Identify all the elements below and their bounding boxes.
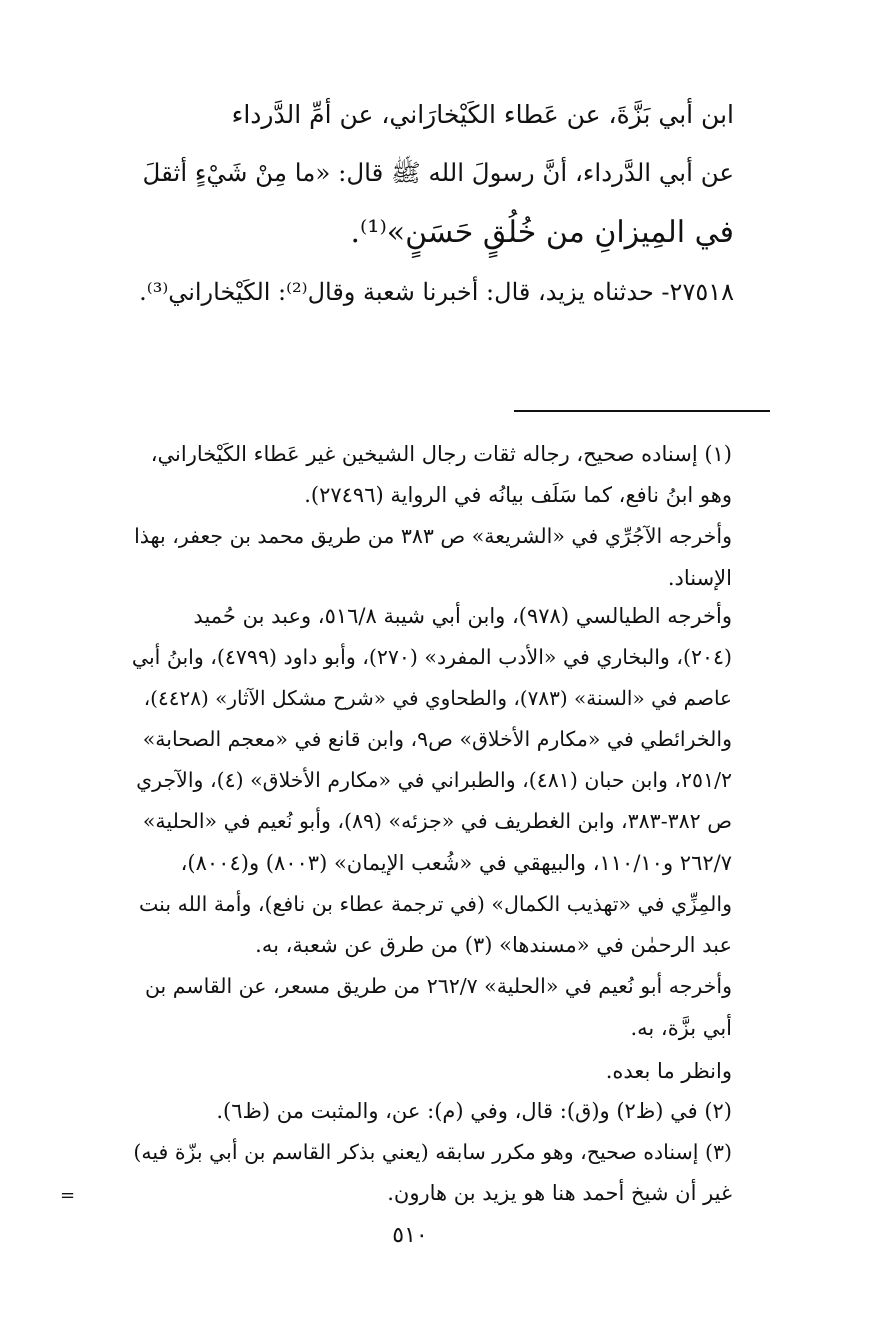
footnote-line: عبد الرحمٰن في «مسندها» (٣) من طرق عن شعبة، به. [255,933,732,957]
footnote-line: عاصم في «السنة» (٧٨٣)، والطحاوي في «شرح مشكل الآثار» (٤٤٢٨)، [143,686,732,710]
footnote-line: ص ٣٨٢-٣٨٣، وابن الغطريف في «جزئه» (٨٩)، وأبو نُعيم في «الحلية» [142,809,732,833]
footnote-line: أبي بزَّة، به. [630,1016,732,1040]
footnote-line: (٢٠٤)، والبخاري في «الأدب المفرد» (٢٧٠)، وأبو داود (٤٧٩٩)، وابنُ أبي [131,645,732,669]
footnote-line: ٢٦٢/٧ و١١٠/١٠، والبيهقي في «شُعب الإيمان» (٨٠٠٣) و(٨٠٠٤)، [180,851,732,875]
main-text-line-3: في المِيزانِ من خُلُقٍ حَسَنٍ»⁽¹⁾. [350,215,734,250]
footnote-line: وانظر ما بعده. [605,1059,732,1083]
footnote-line: وأخرجه الطيالسي (٩٧٨)، وابن أبي شيبة ٥١٦/٨، وعبد بن حُميد [193,604,732,628]
footnote-line: (٢) في (ظ٢) و(ق): قال، وفي (م): عن، والمثبت من (ظ٦). [216,1099,732,1123]
footnote-line: الإسناد. [667,566,732,590]
footnote-line: وأخرجه الآجُرِّي في «الشريعة» ص ٣٨٣ من طريق محمد بن جعفر، بهذا [134,524,732,548]
main-text-line-4: ٢٧٥١٨- حدثناه يزيد، قال: أخبرنا شعبة وقال⁽²⁾: الكَيْخاراني⁽³⁾. [139,278,734,306]
footnote-line: والمِزِّي في «تهذيب الكمال» (في ترجمة عطاء بن نافع)، وأمة الله بنت [139,892,732,916]
footnote-line: غير أن شيخ أحمد هنا هو يزيد بن هارون. [387,1181,732,1205]
page-number: ٥١٠ [392,1223,428,1248]
footnote-line: وأخرجه أبو نُعيم في «الحلية» ٢٦٢/٧ من طريق مسعر، عن القاسم بن [144,974,732,998]
footnote-separator [514,410,770,412]
footnote-line: ٢٥١/٢، وابن حبان (٤٨١)، والطبراني في «مكارم الأخلاق» (٤)، والآجري [136,768,732,792]
footnote-line: والخرائطي في «مكارم الأخلاق» ص٩، وابن قانع في «معجم الصحابة» [142,727,732,751]
continuation-mark: = [60,1185,76,1206]
main-text-line-1: ابن أبي بَزَّةَ، عن عَطاء الكَيْخارَاني، عن أمِّ الدَّرداء [231,100,734,129]
main-text-line-2: عن أبي الدَّرداء، أنَّ رسولَ الله ﷺ قال: «ما مِنْ شَيْءٍ أثقلَ [142,158,734,187]
footnote-line: (١) إسناده صحيح، رجاله ثقات رجال الشيخين غير عَطاء الكَيْخاراني، [150,442,732,466]
footnote-line: وهو ابنُ نافع، كما سَلَف بيانُه في الرواية (٢٧٤٩٦). [304,483,732,507]
footnote-line: (٣) إسناده صحيح، وهو مكرر سابقه (يعني بذكر القاسم بن أبي بزّة فيه) [133,1140,732,1164]
